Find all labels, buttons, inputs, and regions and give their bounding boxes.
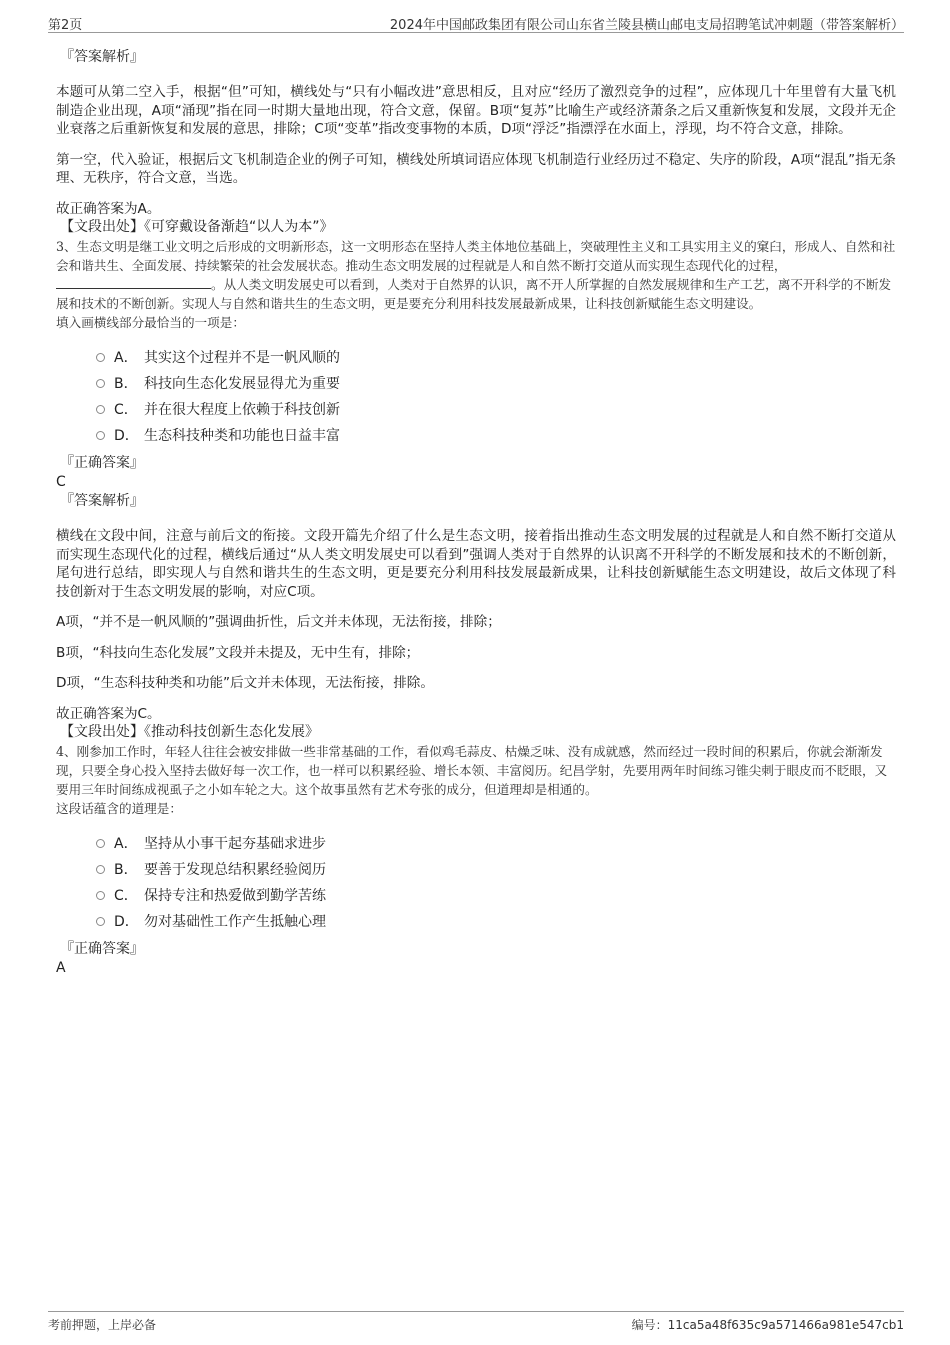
q3-analysis-p5: 故正确答案为C。: [56, 705, 161, 722]
q3-source: 【文段出处】《推动科技创新生态化发展》: [60, 724, 319, 740]
radio-icon[interactable]: [96, 431, 105, 440]
radio-icon[interactable]: [96, 917, 105, 926]
radio-icon[interactable]: [96, 353, 105, 362]
q3-option-c[interactable]: C． 并在很大程度上依赖于科技创新: [96, 396, 896, 422]
q4-answer: A: [56, 960, 66, 976]
q2-analysis-p2: 第一空，代入验证，根据后文飞机制造企业的例子可知，横线处所填词语应体现飞机制造行业经历过不稳定、失序的阶段，A项“混乱”指无条理、无秩序，符合文意，当选。: [56, 151, 896, 186]
q4-option-d[interactable]: D． 勿对基础性工作产生抵触心理: [96, 908, 896, 934]
main-content: [56, 42, 896, 978]
q4-option-b[interactable]: B． 要善于发现总结积累经验阅历: [96, 856, 896, 882]
document-title: 2024年中国邮政集团有限公司山东省兰陵县横山邮电支局招聘笔试冲刺题（带答案解析）: [389, 18, 904, 33]
q3-option-b[interactable]: B． 科技向生态化发展显得尤为重要: [96, 370, 896, 396]
q3-blank: [56, 276, 211, 289]
page-header: [48, 12, 904, 33]
q3-text-a: 3、生态文明是继工业文明之后形成的文明新形态，这一文明形态在坚持人类主体地位基础上，突破理性主义和工具实用主义的窠臼，形成人、自然和社会和谐共生、全面发展、持续繁荣的社会发展状态。推动生态文明发展的过程就是人和自然不断打交道从而实现生态现代化的过程，: [56, 239, 896, 273]
q3-analysis-p2: A项，“并不是一帆风顺的”强调曲折性，后文并未体现，无法衔接，排除；: [56, 614, 501, 630]
q3-analysis-label: 『答案解析』: [60, 493, 144, 509]
q3-analysis-p1: 横线在文段中间，注意与前后文的衔接。文段开篇先介绍了什么是生态文明，接着指出推动生态文明发展的过程就是人和自然不断打交道从而实现生态现代化的过程，横线后通过“从人类文明发展史可以看到”强调人类对于自然界的认识离不开科学的不断发展和技术的不断创新，尾句进行总结，即实现人与自然和谐共生的生态文明，更是要充分利用科技发展最新成果，让科技创新赋能生态文明建设，故后文体现了科技创新对于生态文明发展的影响，对应C项。: [56, 528, 896, 600]
q3-text-b: 。从人类文明发展史可以看到，人类对于自然界的认识，离不开人所掌握的自然发展规律和生产工艺，离不开科学的不断发展和技术的不断创新。实现人与自然和谐共生的生态文明，更是要充分利用科技发展最新成果，让科技创新赋能生态文明建设。: [56, 277, 892, 311]
document-id: 编号：11ca5a48f635c9a571466a981e547cb1: [631, 1318, 904, 1332]
q4-option-a[interactable]: A． 坚持从小事干起夯基础求进步: [96, 830, 896, 856]
page-number: 第2页: [48, 18, 83, 33]
q3-option-d[interactable]: D． 生态科技种类和功能也日益丰富: [96, 422, 896, 448]
q3-options: [96, 344, 896, 448]
q3-answer-label: 『正确答案』: [60, 455, 144, 471]
page-footer: [48, 1311, 904, 1334]
q3-analysis-p3: B项，“科技向生态化发展”文段并未提及，无中生有，排除；: [56, 644, 420, 661]
q3-question: [56, 237, 896, 313]
q4-option-c[interactable]: C． 保持专注和热爱做到勤学苦练: [96, 882, 896, 908]
q3-option-a[interactable]: A． 其实这个过程并不是一帆风顺的: [96, 344, 896, 370]
radio-icon[interactable]: [96, 891, 105, 900]
q3-answer: C: [56, 474, 66, 490]
q3-prompt: 填入画横线部分最恰当的一项是：: [56, 315, 245, 330]
q2-analysis-p3: 故正确答案为A。: [56, 200, 161, 217]
q4-prompt: 这段话蕴含的道理是：: [56, 801, 182, 816]
q4-question: 4、刚参加工作时，年轻人往往会被安排做一些非常基础的工作，看似鸡毛蒜皮、枯燥乏味、没有成就感，然而经过一段时间的积累后，你就会渐渐发现，只要全身心投入坚持去做好每一次工作，也一样可以积累经验、增长本领、丰富阅历。纪昌学射，先要用两年时间练习锥尖刺于眼皮而不眨眼，又要用三年时间练成视虱子之小如车轮之大。这个故事虽然有艺术夸张的成分，但道理却是相通的。: [56, 744, 888, 797]
radio-icon[interactable]: [96, 405, 105, 414]
radio-icon[interactable]: [96, 865, 105, 874]
q2-source: 【文段出处】《可穿戴设备渐趋“以人为本”》: [60, 219, 334, 235]
q4-options: [96, 830, 896, 934]
footer-slogan: 考前押题，上岸必备: [48, 1318, 157, 1332]
q2-analysis-label: 『答案解析』: [60, 49, 144, 65]
radio-icon[interactable]: [96, 379, 105, 388]
q4-answer-label: 『正确答案』: [60, 941, 144, 957]
q3-analysis-p4: D项，“生态科技种类和功能”后文并未体现，无法衔接，排除。: [56, 675, 434, 691]
radio-icon[interactable]: [96, 839, 105, 848]
q2-analysis-p1: 本题可从第二空入手，根据“但”可知，横线处与“只有小幅改进”意思相反，且对应“经历了激烈竞争的过程”，应体现几十年里曾有大量飞机制造企业出现，A项“涌现”指在同一时期大量地出现，符合文意，保留。B项“复苏”比喻生产或经济萧条之后又重新恢复和发展，文段并无企业衰落之后重新恢复和发展的意思，排除；C项“变革”指改变事物的本质，D项“浮泛”指漂浮在水面上，浮现，均不符合文意，排除。: [56, 84, 896, 137]
